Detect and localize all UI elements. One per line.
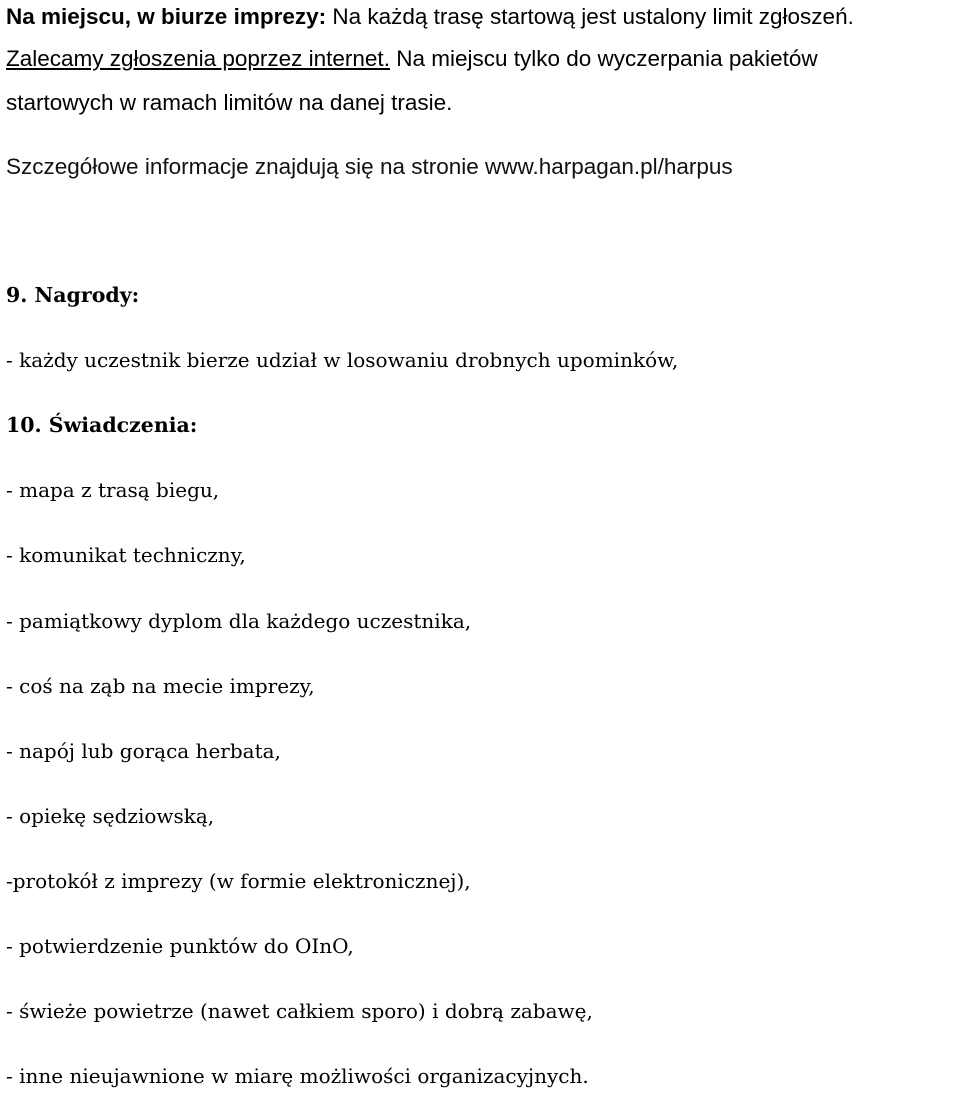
- benefit-item: -protokół z imprezy (w formie elektronicznej),: [6, 869, 471, 893]
- details-info-line: Szczegółowe informacje znajdują się na stronie www.harpagan.pl/harpus: [6, 154, 733, 179]
- registration-line-1: [6, 4, 854, 30]
- registration-limit-text: Na każdą trasę startową jest ustalony limit zgłoszeń.: [326, 4, 854, 29]
- prizes-heading: 9. Nagrody:: [6, 283, 140, 307]
- benefit-item: - inne nieujawnione w miarę możliwości organizacyjnych.: [6, 1064, 589, 1088]
- registration-line-2: [6, 46, 818, 72]
- benefit-item: - napój lub gorąca herbata,: [6, 739, 281, 763]
- benefit-item: - pamiątkowy dyplom dla każdego uczestnika,: [6, 609, 472, 633]
- registration-label: Na miejscu, w biurze imprezy:: [6, 4, 327, 29]
- benefit-item: - mapa z trasą biegu,: [6, 478, 220, 502]
- benefits-heading: 10. Świadczenia:: [6, 413, 198, 437]
- registration-line-3: startowych w ramach limitów na danej trasie.: [6, 90, 453, 115]
- benefit-item: - potwierdzenie punktów do OInO,: [6, 934, 354, 958]
- prizes-item: - każdy uczestnik bierze udział w losowaniu drobnych upominków,: [6, 348, 679, 372]
- benefit-item: - opiekę sędziowską,: [6, 804, 215, 828]
- benefit-item: - komunikat techniczny,: [6, 543, 246, 567]
- onsite-registration-text: Na miejscu tylko do wyczerpania pakietów: [389, 46, 818, 71]
- benefit-item: - świeże powietrze (nawet całkiem sporo) i dobrą zabawę,: [6, 999, 593, 1023]
- benefit-item: - coś na ząb na mecie imprezy,: [6, 674, 315, 698]
- online-registration-link[interactable]: Zalecamy zgłoszenia poprzez internet.: [6, 46, 390, 71]
